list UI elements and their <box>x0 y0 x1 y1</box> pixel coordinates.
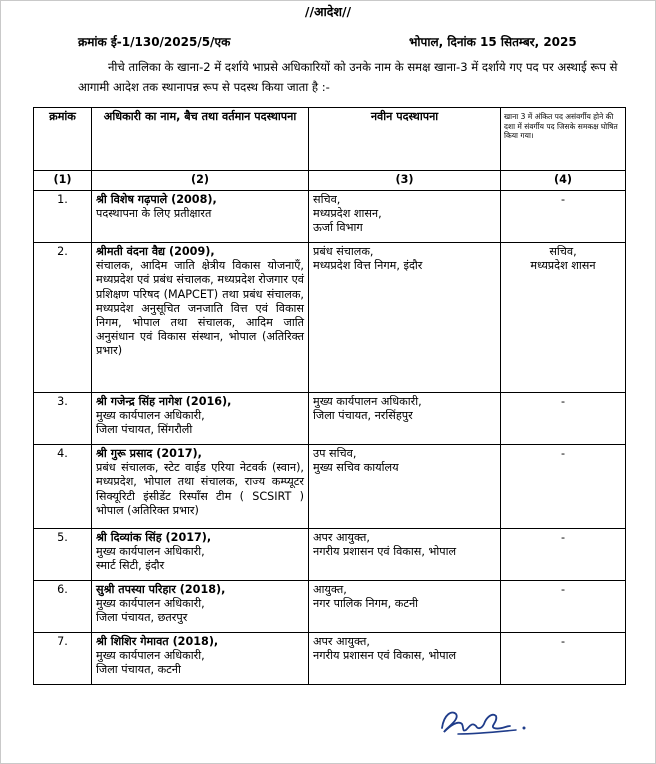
header-equivalent-post: खाना 3 में अंकित पद असंवर्गीय होने की दशा में संवर्गीय पद जिसके समकक्ष घोषित किया गया। <box>501 108 626 171</box>
current-posting: मुख्य कार्यपालन अधिकारी, जिला पंचायत, कटनी <box>96 649 205 677</box>
current-posting: प्रबंध संचालक, स्टेट वाईड एरिया नेटवर्क (स्वान), मध्यप्रदेश, भोपाल तथा संचालक, राज्य कम्प्यूटर सिक्यूरिटी इंसीडेंट रिस्पॉंस टीम ( SCSIRT ) भोपाल (अतिरिक्त प्रभार) <box>96 461 304 517</box>
new-posting: प्रबंध संचालक, मध्यप्रदेश वित्त निगम, इंदौर <box>309 243 501 393</box>
new-posting: सचिव, मध्यप्रदेश शासन, ऊर्जा विभाग <box>309 191 501 243</box>
officer-cell <box>92 393 309 445</box>
current-posting: पदस्थापना के लिए प्रतीक्षारत <box>96 207 212 221</box>
current-posting: मुख्य कार्यपालन अधिकारी, जिला पंचायत, छतरपुर <box>96 597 205 625</box>
serial-number: 4. <box>34 445 92 529</box>
column-index: (2) <box>92 171 309 191</box>
equivalent-post: - <box>501 529 626 581</box>
order-number: क्रमांक ई-1/130/2025/5/एक <box>78 35 231 49</box>
posting-table <box>33 107 626 685</box>
officer-cell <box>92 581 309 633</box>
header-officer: अधिकारी का नाम, बैच तथा वर्तमान पदस्थापना <box>92 108 309 171</box>
column-index: (4) <box>501 171 626 191</box>
new-posting: उप सचिव, मुख्य सचिव कार्यालय <box>309 445 501 529</box>
officer-name: श्री गजेन्द्र सिंह नागेश (2016), <box>96 395 232 408</box>
serial-number: 1. <box>34 191 92 243</box>
officer-name: श्री दिव्यांक सिंह (2017), <box>96 531 212 544</box>
signature <box>436 704 536 738</box>
equivalent-post: - <box>501 633 626 685</box>
header-new-posting: नवीन पदस्थापना <box>309 108 501 171</box>
table-row <box>34 191 626 243</box>
current-posting: मुख्य कार्यपालन अधिकारी, स्मार्ट सिटी, इंदौर <box>96 545 205 573</box>
officer-cell <box>92 445 309 529</box>
equivalent-post: - <box>501 445 626 529</box>
current-posting: संचालक, आदिम जाति क्षेत्रीय विकास योजनाएँ, मध्यप्रदेश एवं प्रबंध संचालक, मध्यप्रदेश रोजगार एवं प्रशिक्षण परिषद (MAPCET) तथा प्रबंध संचालक, मध्यप्रदेश अनुसूचित जनजाति वित्त एवं विकास निगम, भोपाल तथा संचालक, आदिम जाति अनुसंधान एवं विकास संस्थान, भोपाल (अतिरिक्त प्रभार) <box>96 259 304 358</box>
officer-cell <box>92 529 309 581</box>
equivalent-post: - <box>501 191 626 243</box>
serial-number: 2. <box>34 243 92 393</box>
column-index: (3) <box>309 171 501 191</box>
equivalent-post: - <box>501 393 626 445</box>
officer-name: श्री शिशिर गेमावत (2018), <box>96 635 219 648</box>
new-posting: अपर आयुक्त, नगरीय प्रशासन एवं विकास, भोपाल <box>309 529 501 581</box>
officer-name: सुश्री तपस्या परिहार (2018), <box>96 583 226 596</box>
current-posting: मुख्य कार्यपालन अधिकारी, जिला पंचायत, सिंगरौली <box>96 409 205 437</box>
new-posting: अपर आयुक्त, नगरीय प्रशासन एवं विकास, भोपाल <box>309 633 501 685</box>
officer-cell <box>92 243 309 393</box>
serial-number: 6. <box>34 581 92 633</box>
table-row <box>34 529 626 581</box>
serial-number: 5. <box>34 529 92 581</box>
table-row <box>34 581 626 633</box>
serial-number: 3. <box>34 393 92 445</box>
table-row <box>34 445 626 529</box>
header-serial: क्रमांक <box>34 108 92 171</box>
officer-name: श्रीमती वंदना वैद्य (2009), <box>96 245 215 258</box>
officer-cell <box>92 191 309 243</box>
table-row <box>34 633 626 685</box>
equivalent-post: - <box>501 581 626 633</box>
equivalent-post: सचिव, मध्यप्रदेश शासन <box>501 243 626 393</box>
officer-name: श्री गुरू प्रसाद (2017), <box>96 447 202 460</box>
officer-cell <box>92 633 309 685</box>
new-posting: आयुक्त, नगर पालिक निगम, कटनी <box>309 581 501 633</box>
order-title: //आदेश// <box>304 4 352 19</box>
serial-number: 7. <box>34 633 92 685</box>
order-intro-paragraph: नीचे तालिका के खाना-2 में दर्शाये भाप्रसे अधिकारियों को उनके नाम के समक्ष खाना-3 में दर्शाये गए पद पर अस्थाई रूप से आगामी आदेश तक स्थानापन्न रूप से पदस्थ किया जाता है :- <box>78 60 618 94</box>
officer-name: श्री विशेष गढ़पाले (2008), <box>96 193 217 206</box>
table-row <box>34 393 626 445</box>
column-index: (1) <box>34 171 92 191</box>
order-place-date: भोपाल, दिनांक 15 सितम्बर, 2025 <box>409 35 577 49</box>
new-posting: मुख्य कार्यपालन अधिकारी, जिला पंचायत, नरसिंहपुर <box>309 393 501 445</box>
table-row <box>34 243 626 393</box>
